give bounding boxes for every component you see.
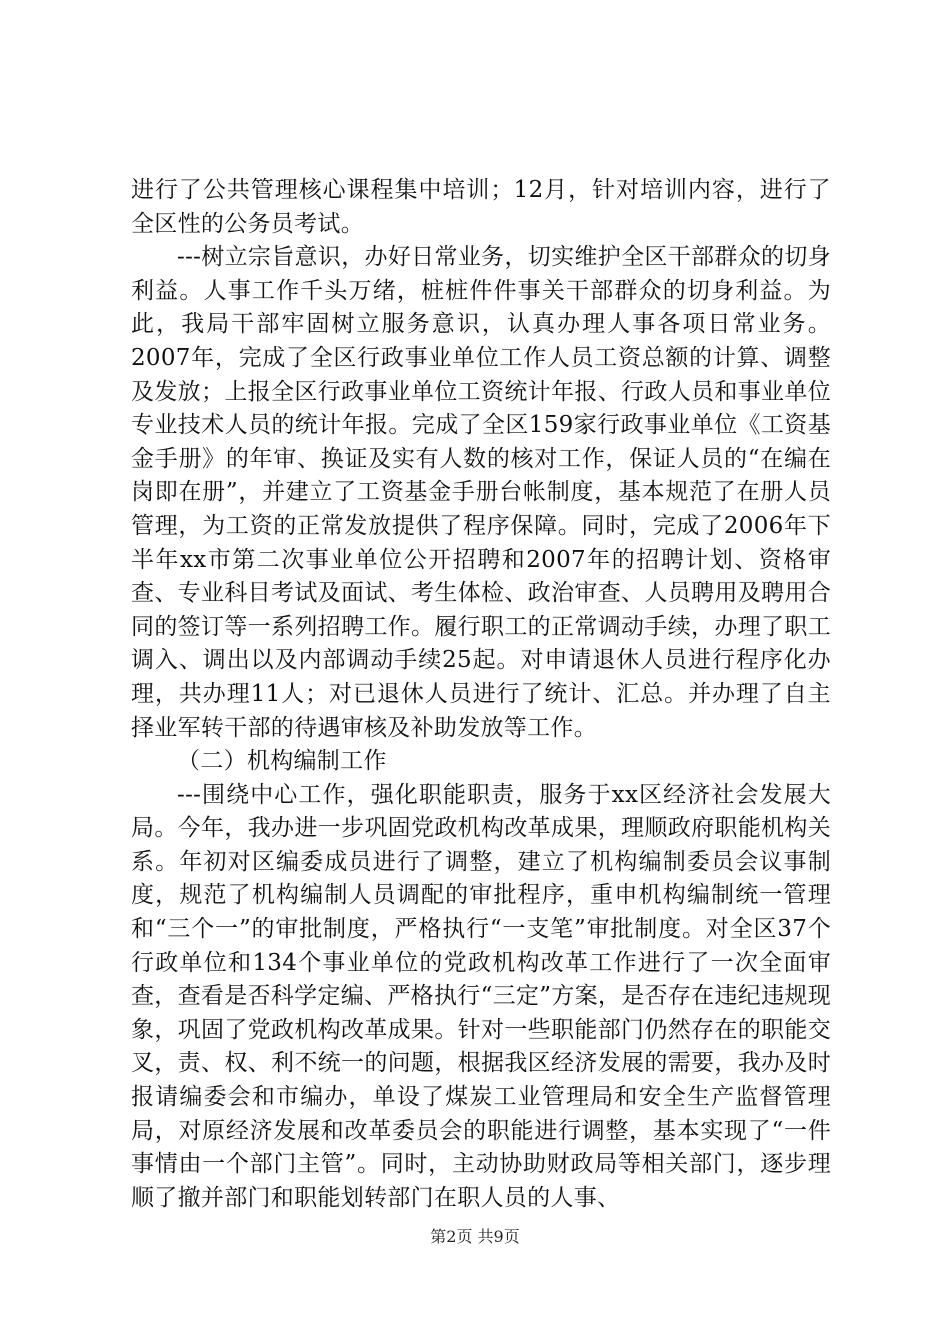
document-body xyxy=(131,174,831,1215)
paragraph-daily-affairs: ---树立宗旨意识，办好日常业务，切实维护全区干部群众的切身利益。人事工作千头万绪，桩桩件件事关干部群众的切身利益。为此，我局干部牢固树立服务意识，认真办理人事各项日常业务。2007年，完成了全区行政事业单位工作人员工资总额的计算、调整及发放；上报全区行政事业单位工资统计年报、行政人员和事业单位专业技术人员的统计年报。完成了全区159家行政事业单位《工资基金手册》的年审、换证及实有人数的核对工作，保证人员的“在编在岗即在册”，并建立了工资基金手册台帐制度，基本规范了在册人员管理，为工资的正常发放提供了程序保障。同时，完成了2006年下半年xx市第二次事业单位公开招聘和2007年的招聘计划、资格审查、专业科目考试及面试、考生体检、政治审查、人员聘用及聘用合同的签订等一系列招聘工作。履行职工的正常调动手续，办理了职工调入、调出以及内部调动手续25起。对申请退休人员进行程序化办理，共办理11人；对已退休人员进行了统计、汇总。并办理了自主择业军转干部的待遇审核及补助发放等工作。 xyxy=(131,244,831,741)
paragraph-continued: 进行了公共管理核心课程集中培训；12月，针对培训内容，进行了全区性的公务员考试。 xyxy=(131,177,831,237)
page-footer: 第2页 共9页 xyxy=(430,1227,520,1246)
paragraph-staffing-work: ---围绕中心工作，强化职能职责，服务于xx区经济社会发展大局。今年，我办进一步巩固党政机构改革成果，理顺政府职能机构关系。年初对区编委成员进行了调整，建立了机构编制委员会议事制度，规范了机构编制人员调配的审批程序，重申机构编制统一管理和“三个一”的审批制度，严格执行“一支笔”审批制度。对全区37个行政单位和134个事业单位的党政机构改革工作进行了一次全面审查，查看是否科学定编、严格执行“三定”方案，是否存在违纪违规现象，巩固了党政机构改革成果。针对一些职能部门仍然存在的职能交叉，责、权、利不统一的问题，根据我区经济发展的需要，我办及时报请编委会和市编办，单设了煤炭工业管理局和安全生产监督管理局，对原经济发展和改革委员会的职能进行调整，基本实现了“一件事情由一个部门主管”。同时，主动协助财政局等相关部门，逐步理顺了撤并部门和职能划转部门在职人员的人事、 xyxy=(131,781,831,1211)
section-heading-staffing: （二）机构编制工作 xyxy=(177,748,387,775)
